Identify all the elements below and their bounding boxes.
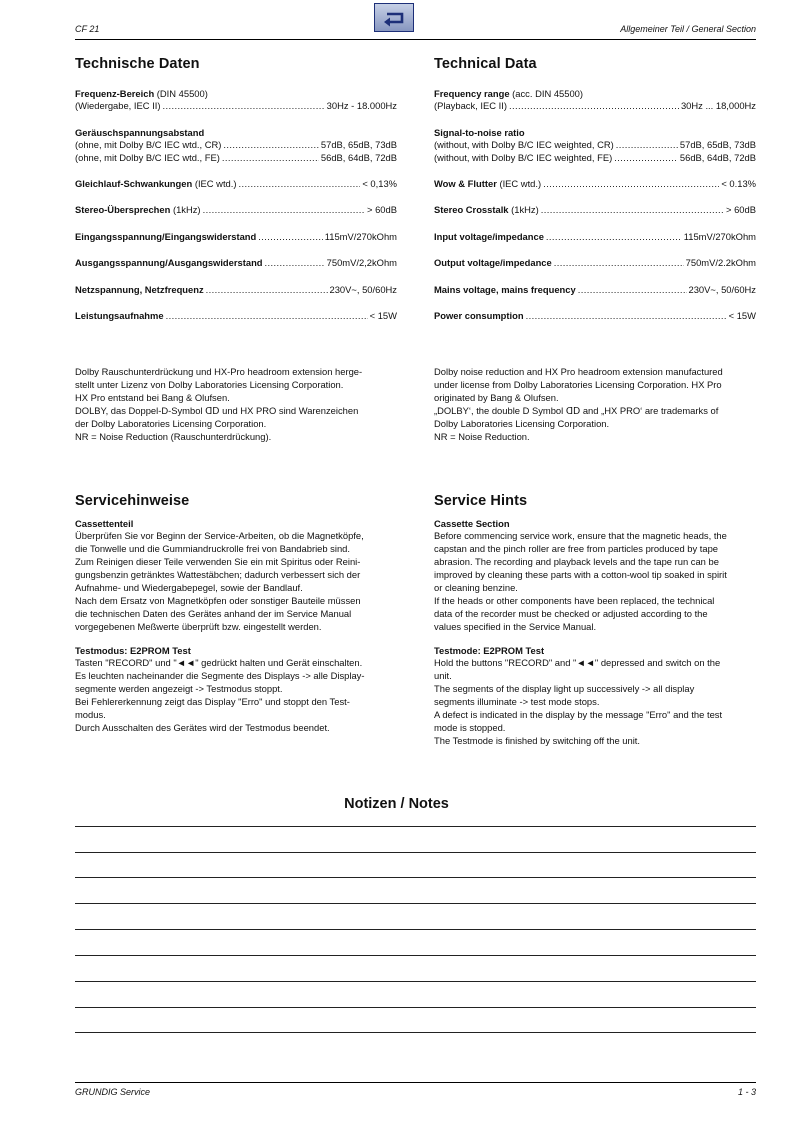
header-section-title: Allgemeiner Teil / General Section [620,24,756,34]
dot-leader [223,139,318,151]
spec-value: 57dB, 65dB, 73dB [679,139,756,151]
testmode-line: Hold the buttons "RECORD" and "◄◄" depressed and switch on the [434,657,721,669]
testmode-line: modus. [75,708,106,720]
spec-item [434,127,756,164]
dot-leader [543,178,719,190]
tech-data-heading-en: Technical Data [434,56,537,72]
spec-row [75,257,397,269]
dot-leader [541,204,724,216]
spec-row [434,310,756,322]
dot-leader [206,284,328,296]
note-line [75,826,756,827]
spec-item [75,231,397,243]
cassette-line: values specified in the Service Manual. [434,620,597,632]
cassette-line: capstan and the pinch roller are free from particles produced by tape [434,543,719,555]
testmode-line: The segments of the display light up successively -> all display [434,682,695,694]
spec-label-bold: Stereo-Übersprechen [75,204,171,216]
dolby-notice-en [434,366,756,443]
spec-label: (Playback, IEC II) [434,100,507,112]
spec-row [434,204,756,216]
spec-value: < 0,13% [362,178,397,190]
spec-label-bold: Mains voltage, mains frequency [434,283,576,295]
dolby-notice-de [75,366,397,443]
cassette-line: improved by cleaning these parts with a cotton-wool tip soaked in spirit [434,569,727,581]
header-rule [75,39,756,40]
spec-label-bold: Frequency range [434,88,510,99]
dolby-line: „DOLBY‘, the double D Symbol ꓷꓓ and „HX PRO‘ are trademarks of [434,404,719,416]
tech-data-heading-de: Technische Daten [75,56,200,72]
return-arrow-icon [381,8,409,29]
dot-leader [265,257,325,269]
notes-heading: Notizen / Notes [344,796,449,812]
note-line [75,1032,756,1033]
spec-label-bold: Gleichlauf-Schwankungen [75,178,193,190]
spec-row [75,204,397,216]
spec-value: 750mV/2,2kOhm [326,257,397,269]
spec-label-bold: Power consumption [434,310,524,322]
cassette-line: Nach dem Ersatz von Magnetköpfen oder sonstiger Bauteile müssen [75,594,361,606]
dolby-line: Dolby Rauschunterdrückung und HX-Pro headroom extension herge- [75,366,363,377]
dolby-line: HX Pro entstand bei Bang & Olufsen. [75,391,230,403]
testmode-line: segments illuminate -> test mode stops. [434,695,600,707]
spec-value: 56dB, 64dB, 72dB [679,151,756,163]
english-column [434,56,756,746]
spec-label [434,284,576,296]
spec-value: > 60dB [367,204,397,216]
cassette-line: die Tonwelle und die Gummiandruckrolle frei von Bandabrieb sind. [75,543,350,555]
spec-item [434,310,756,322]
spec-label [434,127,756,139]
dolby-line: Dolby Laboratories Licensing Corporation. [434,417,610,429]
spec-label-bold: Ausgangsspannung/Ausgangswiderstand [75,257,263,269]
spec-row [75,284,397,296]
spec-label [434,204,539,216]
spec-row [75,231,397,243]
spec-value: 230V~, 50/60Hz [688,283,756,295]
spec-label-bold: Signal-to-noise ratio [434,126,525,138]
spec-item [75,284,397,296]
dot-leader [258,231,322,243]
spec-value: 57dB, 65dB, 73dB [320,139,397,151]
cassette-heading-de: Cassettenteil [75,518,134,529]
dolby-line: DOLBY, das Doppel-D-Symbol ꓷꓓ und HX PRO sind Warenzeichen [75,404,359,416]
dolby-line: NR = Noise Reduction (Rauschunterdrückung). [75,430,272,442]
spec-label-suffix: (IEC wtd.) [192,178,237,190]
dot-leader [203,204,365,216]
spec-value: 56dB, 64dB, 72dB [320,151,397,163]
testmode-line: Bei Fehlererkennung zeigt das Display "Erro" und stoppt den Test- [75,695,350,707]
dolby-line: under license from Dolby Laboratories Licensing Corporation. HX Pro [434,378,722,390]
spec-label-bold: Output voltage/impedance [434,257,552,269]
spec-label-bold: Geräuschspannungsabstand [75,126,205,138]
spec-label [75,204,201,216]
note-line [75,981,756,982]
spec-value: 750mV/2.2kOhm [685,257,756,269]
note-line [75,1007,756,1008]
spec-label-bold: Netzspannung, Netzfrequenz [75,283,204,295]
spec-item [434,204,756,216]
spec-label-bold: Stereo Crosstalk [434,204,509,216]
spec-item [434,231,756,243]
spec-label [75,284,204,296]
cassette-line: die technischen Daten des Gerätes anhand der im Service Manual [75,607,352,619]
spec-label-suffix: (acc. DIN 45500) [509,88,584,99]
dot-leader [578,284,687,296]
cassette-line: abrasion. The recording and playback levels and the tape run can be [434,556,719,568]
dolby-line: NR = Noise Reduction. [434,430,530,442]
service-heading-en: Service Hints [434,493,528,509]
spec-value: 115mV/270kOhm [324,230,397,242]
spec-value: < 15W [369,310,397,322]
spec-label [75,257,263,269]
spec-row [75,310,397,322]
spec-label: (Wiedergabe, IEC II) [75,100,161,112]
spec-row [75,152,397,164]
spec-label [75,178,237,190]
back-button[interactable] [374,3,414,32]
german-column [75,56,397,733]
dot-leader [546,231,682,243]
spec-item [75,178,397,190]
dot-leader [162,100,324,112]
header-doc-id: CF 21 [75,24,100,34]
testmode-line: Durch Ausschalten des Gerätes wird der Testmodus beendet. [75,721,330,733]
cassette-heading-en: Cassette Section [434,518,510,529]
spec-label [75,88,397,100]
testmode-line: segmente werden angezeigt -> Testmodus stoppt. [75,682,283,694]
cassette-line: or cleaning benzine. [434,582,518,594]
spec-label-bold: Wow & Flutter [434,178,497,190]
spec-label-suffix: (1kHz) [170,204,201,216]
cassette-line: gungsbenzin getränktes Wattestäbchen; dadurch verbessert sich der [75,569,361,581]
spec-item [75,204,397,216]
spec-row [434,100,756,112]
dot-leader [239,178,361,190]
note-line [75,955,756,956]
spec-value: 115mV/270kOhm [683,230,756,242]
spec-row [434,284,756,296]
spec-label-suffix: (DIN 45500) [154,88,208,99]
note-line [75,903,756,904]
cassette-line: Überprüfen Sie vor Beginn der Service-Arbeiten, ob die Magnetköpfe, [75,530,364,542]
spec-row [434,231,756,243]
spec-item [434,178,756,190]
spec-row [75,100,397,112]
cassette-line: If the heads or other components have been replaced, the technical [434,594,715,606]
footer-page-number: 1 - 3 [737,1087,756,1097]
dot-leader [166,310,368,322]
spec-label [434,88,756,100]
dot-leader [554,257,684,269]
spec-item [75,88,397,113]
cassette-line: Zum Reinigen dieser Teile verwenden Sie ein mit Spiritus oder Reini- [75,556,361,568]
dot-leader [616,139,678,151]
spec-item [434,284,756,296]
spec-label [434,231,544,243]
spec-label [75,127,397,139]
cassette-line: data of the recorder must be checked or adjusted according to the [434,607,708,619]
spec-label: (without, with Dolby B/C IEC weighted, CR) [434,139,614,151]
note-line [75,852,756,853]
spec-item [434,88,756,113]
dot-leader [509,100,679,112]
spec-label-bold: Eingangsspannung/Eingangswiderstand [75,230,257,242]
cassette-line: Before commencing service work, ensure that the magnetic heads, the [434,530,727,542]
spec-list-en [434,88,756,322]
spec-label [434,178,541,190]
spec-item [434,257,756,269]
cassette-line: Aufnahme- und Wiedergabepegel, sowie der Bandlauf. [75,582,303,594]
dot-leader [614,152,678,164]
spec-item [75,310,397,322]
spec-row [434,257,756,269]
spec-label-bold: Frequenz-Bereich [75,88,155,99]
spec-value: 30Hz ... 18,000Hz [680,100,756,112]
spec-value: < 0.13% [721,178,756,190]
testmode-line: mode is stopped. [434,721,506,733]
spec-row [75,139,397,151]
spec-item [75,127,397,164]
dolby-line: Dolby noise reduction and HX Pro headroom extension manufactured [434,366,723,377]
note-line [75,929,756,930]
service-heading-de: Servicehinweise [75,493,190,509]
cassette-line: vorgegebenen Meßwerte überprüft bzw. eingestellt werden. [75,620,322,632]
spec-label [75,231,256,243]
dolby-line: stellt unter Lizenz von Dolby Laboratories Licensing Corporation. [75,378,344,390]
testmode-line: unit. [434,669,452,681]
testmode-line: Es leuchten nacheinander die Segmente des Displays -> alle Display- [75,669,365,681]
spec-row [434,139,756,151]
testmode-heading-de: Testmodus: E2PROM Test [75,644,191,656]
dolby-line: originated by Bang & Olufsen. [434,391,559,403]
spec-value: 30Hz - 18.000Hz [326,100,397,112]
spec-label [434,310,524,322]
spec-row [75,178,397,190]
testmode-line: The Testmode is finished by switching off the unit. [434,734,641,746]
dot-leader [526,310,727,322]
testmode-line: Tasten "RECORD" und "◄◄" gedrückt halten und Gerät einschalten. [75,657,363,669]
spec-label [75,310,164,322]
spec-value: 230V~, 50/60Hz [329,283,397,295]
footer-brand: GRUNDIG Service [75,1087,151,1097]
testmode-heading-en: Testmode: E2PROM Test [434,644,545,656]
spec-label-suffix: (1kHz) [508,204,539,216]
spec-label-bold: Leistungsaufnahme [75,310,164,322]
spec-value: > 60dB [726,204,756,216]
spec-list-de [75,88,397,322]
spec-label-suffix: (IEC wtd.) [496,178,542,190]
spec-label: (ohne, mit Dolby B/C IEC wtd., CR) [75,139,222,151]
spec-item [75,257,397,269]
spec-label: (ohne, mit Dolby B/C IEC wtd., FE) [75,151,220,163]
footer-rule [75,1082,756,1083]
dot-leader [222,152,319,164]
dolby-line: der Dolby Laboratories Licensing Corporation. [75,417,267,429]
spec-label-bold: Input voltage/impedance [434,230,544,242]
spec-label [434,257,552,269]
spec-value: < 15W [728,310,756,322]
spec-row [434,178,756,190]
testmode-line: A defect is indicated in the display by the message "Erro" and the test [434,708,723,720]
spec-label: (without, with Dolby B/C IEC weighted, FE) [434,151,613,163]
spec-row [434,152,756,164]
note-line [75,877,756,878]
